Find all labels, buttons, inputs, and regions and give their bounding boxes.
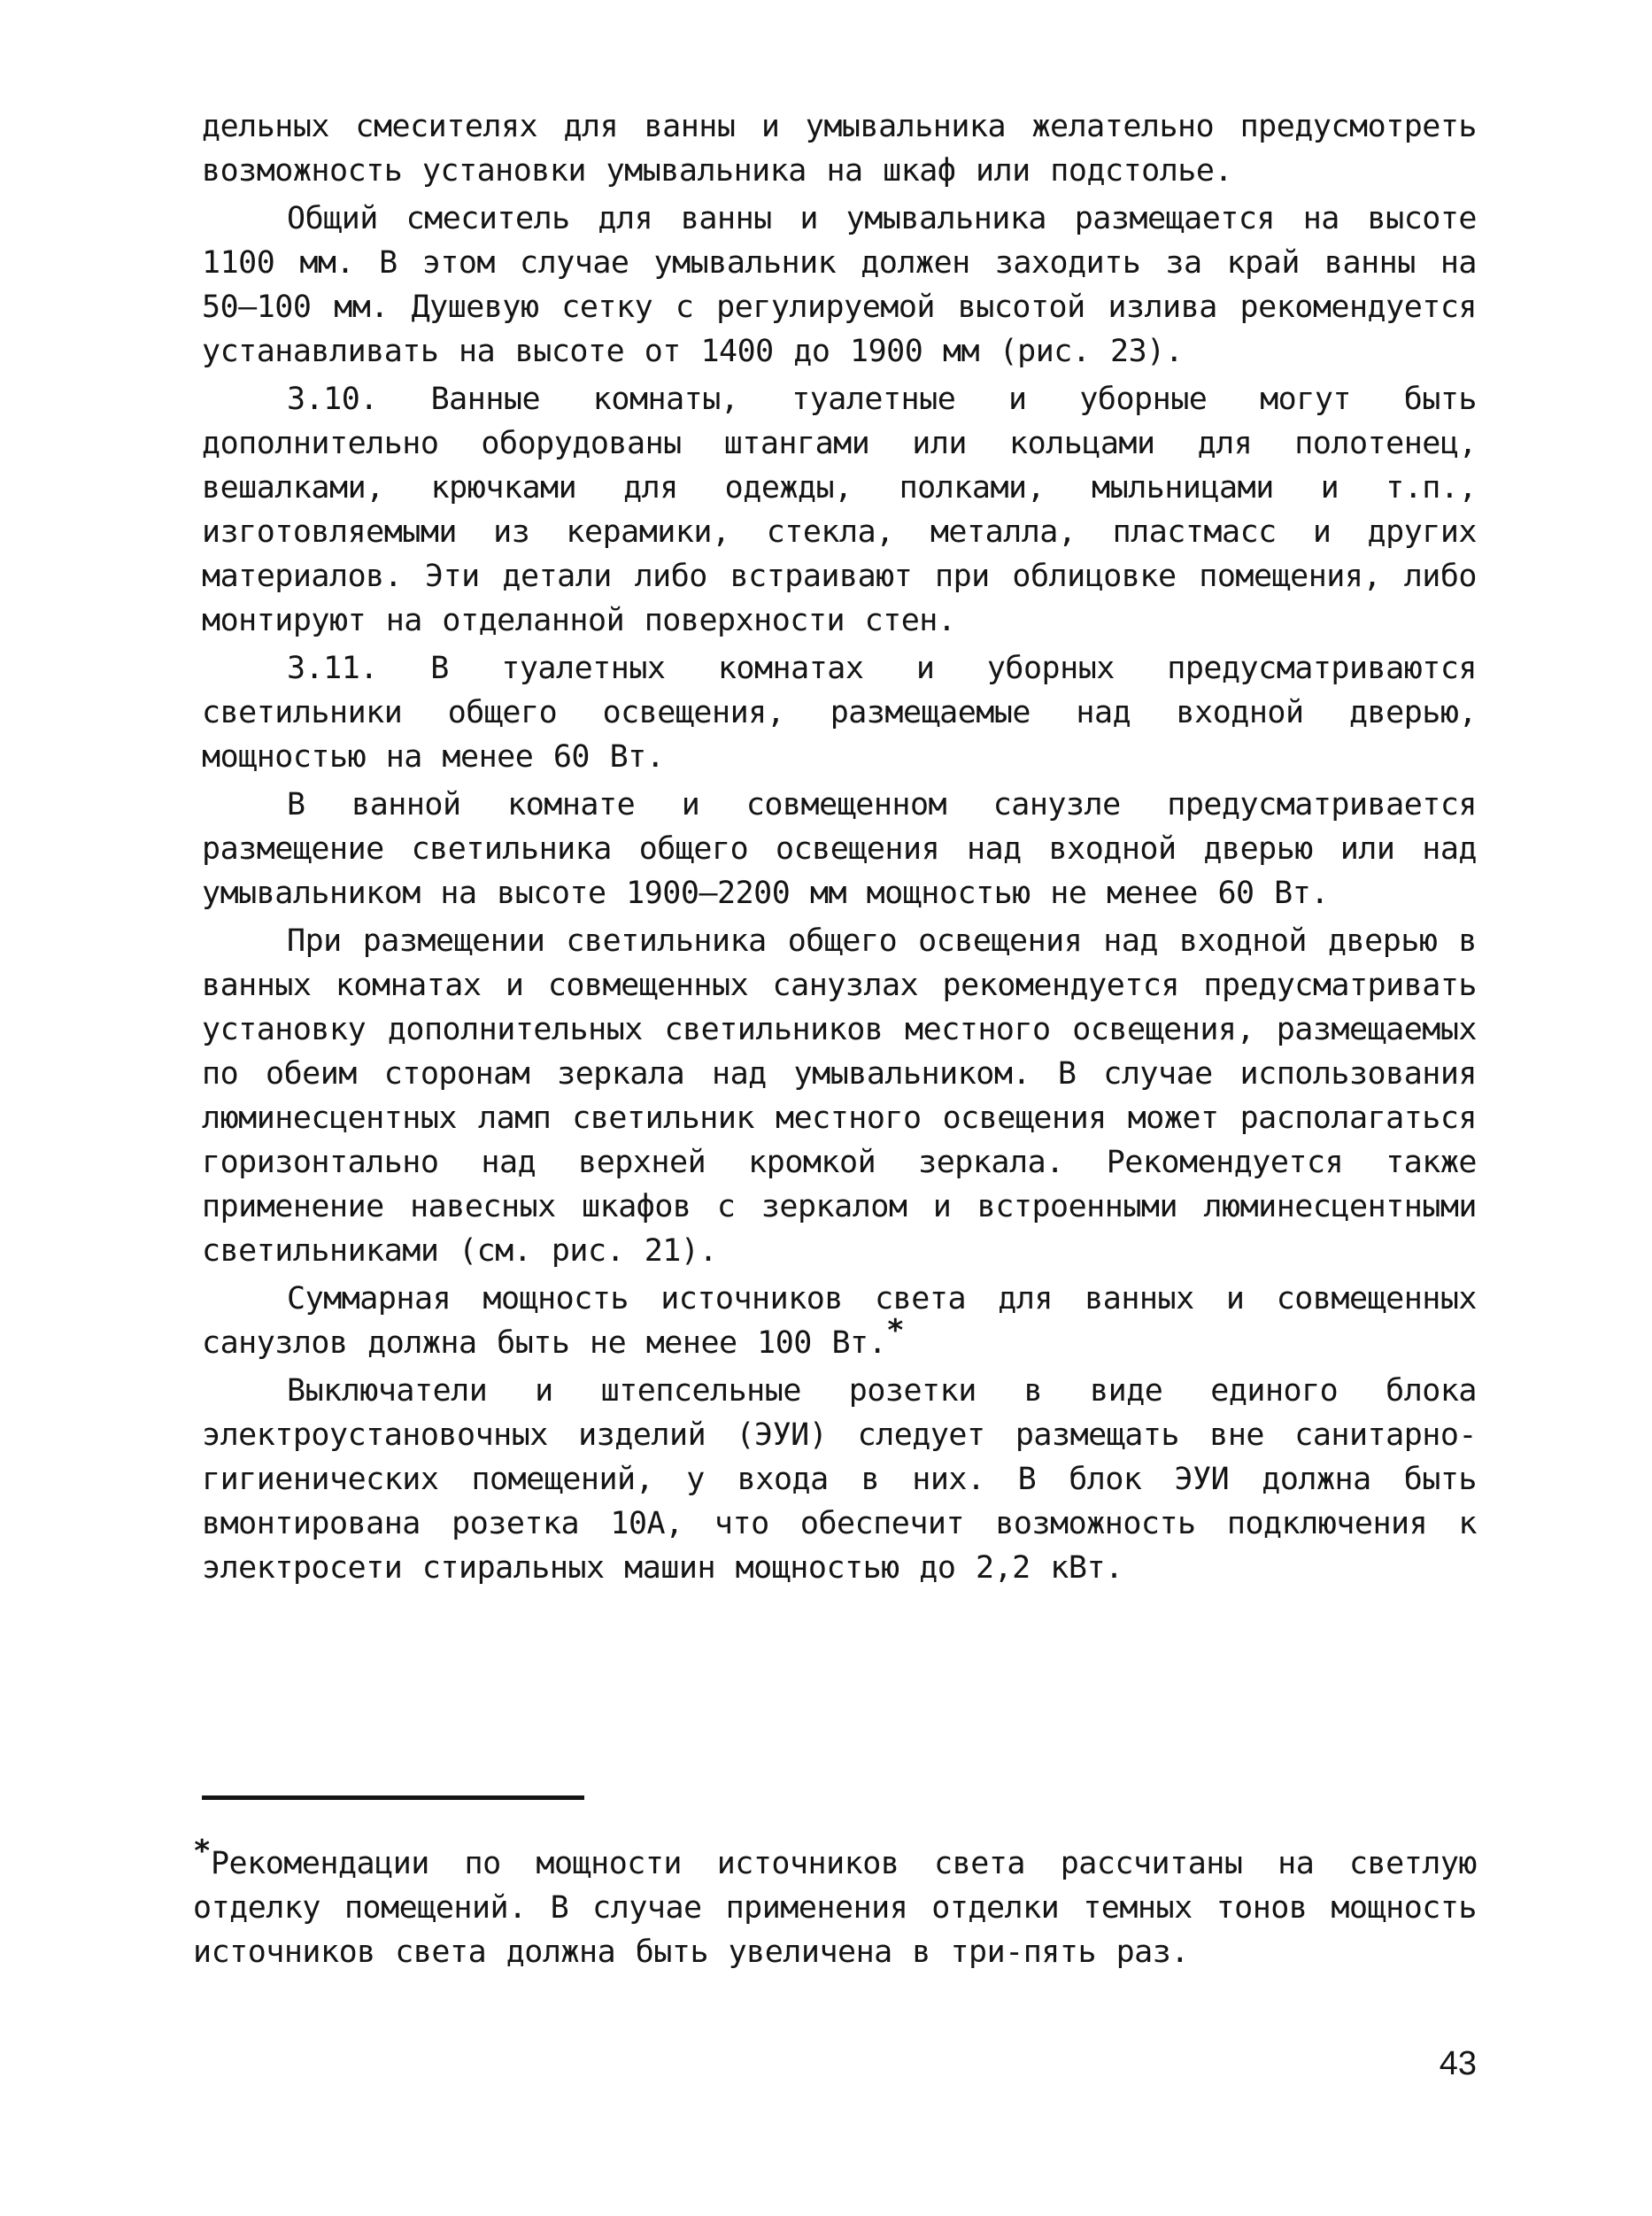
paragraph-switches-sockets: Выключатели и штепсельные розетки в виде единого блока электроустановочных изделий (ЭУИ) следует размещать вне санитарно-гигиенических помещений, у входа в них. В блок ЭУИ должна быть вмонтирована розетка 10А, что обеспечит возможность подключения к электросети стиральных машин мощностью до 2,2 кВт.: [202, 1373, 1477, 1586]
paragraph-continuation: дельных смесителях для ванны и умывальника желательно предусмотреть возможность установки умывальника на шкаф или подстолье.: [202, 109, 1477, 189]
total-power-text: Суммарная мощность источников света для ванных и совмещенных санузлов должна быть не менее 100 Вт.: [202, 1281, 1477, 1361]
paragraph-total-power: [202, 1277, 1477, 1365]
main-text: [202, 104, 1477, 1590]
paragraph-mixer-height: Общий смеситель для ванны и умывальника размещается на высоте 1100 мм. В этом случае умывальник должен заходить за край ванны на 50–100 мм. Душевую сетку с регулируемой высотой излива рекомендуется устанавливать на высоте от 1400 до 1900 мм (рис. 23).: [202, 201, 1477, 369]
footnote: [193, 1834, 1477, 1974]
paragraph-bathroom-lighting: В ванной комнате и совмещенном санузле предусматривается размещение светильника общего освещения над входной дверью или над умывальником на высоте 1900–2200 мм мощностью не менее 60 Вт.: [202, 787, 1477, 911]
footnote-marker: *: [193, 1834, 211, 1869]
footnote-text: Рекомендации по мощности источников света рассчитаны на светлую отделку помещений. В случае применения отделки темных тонов мощность источников света должна быть увеличена в три-пять раз.: [193, 1846, 1477, 1970]
paragraph-section-3-10: 3.10. Ванные комнаты, туалетные и уборные могут быть дополнительно оборудованы штангами или кольцами для полотенец, вешалками, крючками для одежды, полками, мыльницами и т.п., изготовляемыми из керамики, стекла, металла, пластмасс и других материалов. Эти детали либо встраивают при облицовке помещения, либо монтируют на отделанной поверхности стен.: [202, 382, 1477, 638]
paragraph-local-lighting: При размещении светильника общего освещения над входной дверью в ванных комнатах и совмещенных санузлах рекомендуется предусматривать установку дополнительных светильников местного освещения, размещаемых по обеим сторонам зеркала над умывальником. В случае использования люминесцентных ламп светильник местного освещения может располагаться горизонтально над верхней кромкой зеркала. Рекомендуется также применение навесных шкафов с зеркалом и встроенными люминесцентными светильниками (см. рис. 21).: [202, 923, 1477, 1269]
footnote-divider: [202, 1795, 584, 1800]
footnote-reference: *: [886, 1313, 905, 1348]
paragraph-section-3-11: 3.11. В туалетных комнатах и уборных предусматриваются светильники общего освещения, размещаемые над входной дверью, мощностью на менее 60 Вт.: [202, 651, 1477, 775]
page-number: 43: [1439, 2045, 1477, 2082]
